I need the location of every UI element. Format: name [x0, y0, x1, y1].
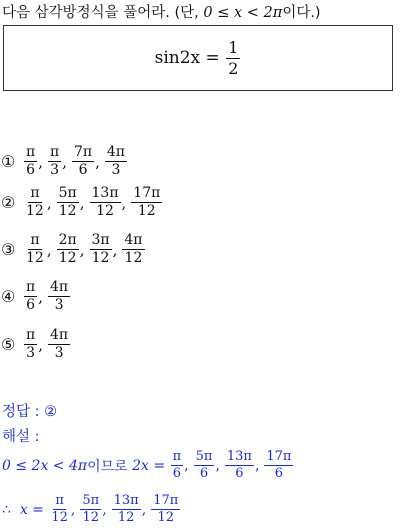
choice-3[interactable]: ③ $\frac{\pi}{12}$ , $\frac{2\pi}{12}$ , $\frac{3\pi}{12}$ , $\frac{4\pi}{12}$ — [1, 232, 143, 267]
expl-term: $\frac{5\pi}{6}$ — [195, 449, 213, 482]
equation-fraction — [226, 39, 240, 77]
question-condition: 0 ≤ x < 2π — [203, 5, 283, 21]
explanation-line-1: 0 ≤ 2x < 4π 이므로 2x = $\frac{\pi}{6}$ , $\frac{5\pi}{6}$ , $\frac{13\pi}{6}$ , $\frac{17\pi}{6}$ — [2, 449, 292, 482]
explanation-line-2: ∴ x = $\frac{\pi}{12}$ , $\frac{5\pi}{12}$ , $\frac{13\pi}{12}$ , $\frac{17\pi}{12}$ — [2, 493, 179, 526]
expl-term: $\frac{\pi}{6}$ — [172, 449, 182, 482]
choice-term: $\frac{4\pi}{3}$ — [106, 144, 125, 179]
question-prefix: 다음 삼각방정식을 풀어라. (단, — [2, 5, 204, 21]
choice-4[interactable]: ④ $\frac{\pi}{6}$ , $\frac{4\pi}{3}$ — [1, 279, 69, 314]
choice-mark: ⑤ — [1, 335, 16, 355]
equation-denominator: 2 — [228, 58, 239, 78]
answer-line — [2, 400, 57, 421]
choice-2[interactable]: ② $\frac{\pi}{12}$ , $\frac{5\pi}{12}$ , $\frac{13\pi}{12}$ , $\frac{17\pi}{12}$ — [1, 185, 161, 220]
explanation-title: 해설 : — [2, 429, 40, 445]
choice-term: $\frac{4\pi}{3}$ — [49, 279, 69, 314]
expl-term: $\frac{17\pi}{6}$ — [266, 449, 292, 482]
answer-label: 정답 : — [2, 404, 45, 420]
choice-5[interactable]: ⑤ $\frac{\pi}{3}$ , $\frac{4\pi}{3}$ — [1, 327, 69, 362]
expl-term: $\frac{17\pi}{12}$ — [153, 493, 179, 526]
question-suffix: 이다.) — [282, 5, 321, 21]
equation-numerator: 1 — [228, 37, 239, 57]
expl-term: $\frac{13\pi}{12}$ — [113, 493, 139, 526]
choice-mark: ② — [1, 193, 16, 213]
choice-term: $\frac{5\pi}{12}$ — [58, 185, 77, 220]
choice-term: $\frac{\pi}{3}$ — [49, 144, 60, 179]
choice-term: $\frac{\pi}{12}$ — [26, 232, 44, 267]
expl-term: $\frac{\pi}{12}$ — [51, 493, 68, 526]
answer-value: ② — [44, 404, 58, 420]
equation-box — [3, 25, 393, 91]
lhs-2x: 2x = — [132, 457, 166, 474]
choice-term: $\frac{2\pi}{12}$ — [58, 232, 77, 267]
choice-term: $\frac{\pi}{6}$ — [26, 279, 36, 314]
therefore-symbol: ∴ — [2, 501, 11, 518]
expl-term: $\frac{5\pi}{12}$ — [82, 493, 100, 526]
choice-term: $\frac{4\pi}{12}$ — [124, 232, 143, 267]
choice-mark: ③ — [1, 240, 16, 260]
question-text — [2, 1, 321, 22]
choice-term: $\frac{13\pi}{12}$ — [91, 185, 119, 220]
choice-mark: ① — [1, 152, 16, 172]
choice-term: $\frac{3\pi}{12}$ — [91, 232, 110, 267]
choice-1[interactable]: ① $\frac{\pi}{6}$ , $\frac{\pi}{3}$ , $\frac{7\pi}{6}$ , $\frac{4\pi}{3}$ — [1, 144, 125, 179]
expl-term: $\frac{13\pi}{6}$ — [226, 449, 252, 482]
lhs-x: x = — [19, 501, 44, 518]
choice-term: $\frac{\pi}{12}$ — [26, 185, 44, 220]
range-text: 0 ≤ 2x < 4π — [2, 457, 88, 474]
choice-term: $\frac{4\pi}{3}$ — [49, 327, 69, 362]
equation-lhs: sin2x = — [154, 48, 220, 68]
choice-mark: ④ — [1, 287, 16, 307]
choice-term: $\frac{\pi}{6}$ — [26, 144, 36, 179]
choice-term: $\frac{17\pi}{12}$ — [133, 185, 161, 220]
choice-term: $\frac{7\pi}{6}$ — [73, 144, 93, 179]
choice-term: $\frac{\pi}{3}$ — [26, 327, 36, 362]
range-suffix: 이므로 — [87, 458, 128, 475]
